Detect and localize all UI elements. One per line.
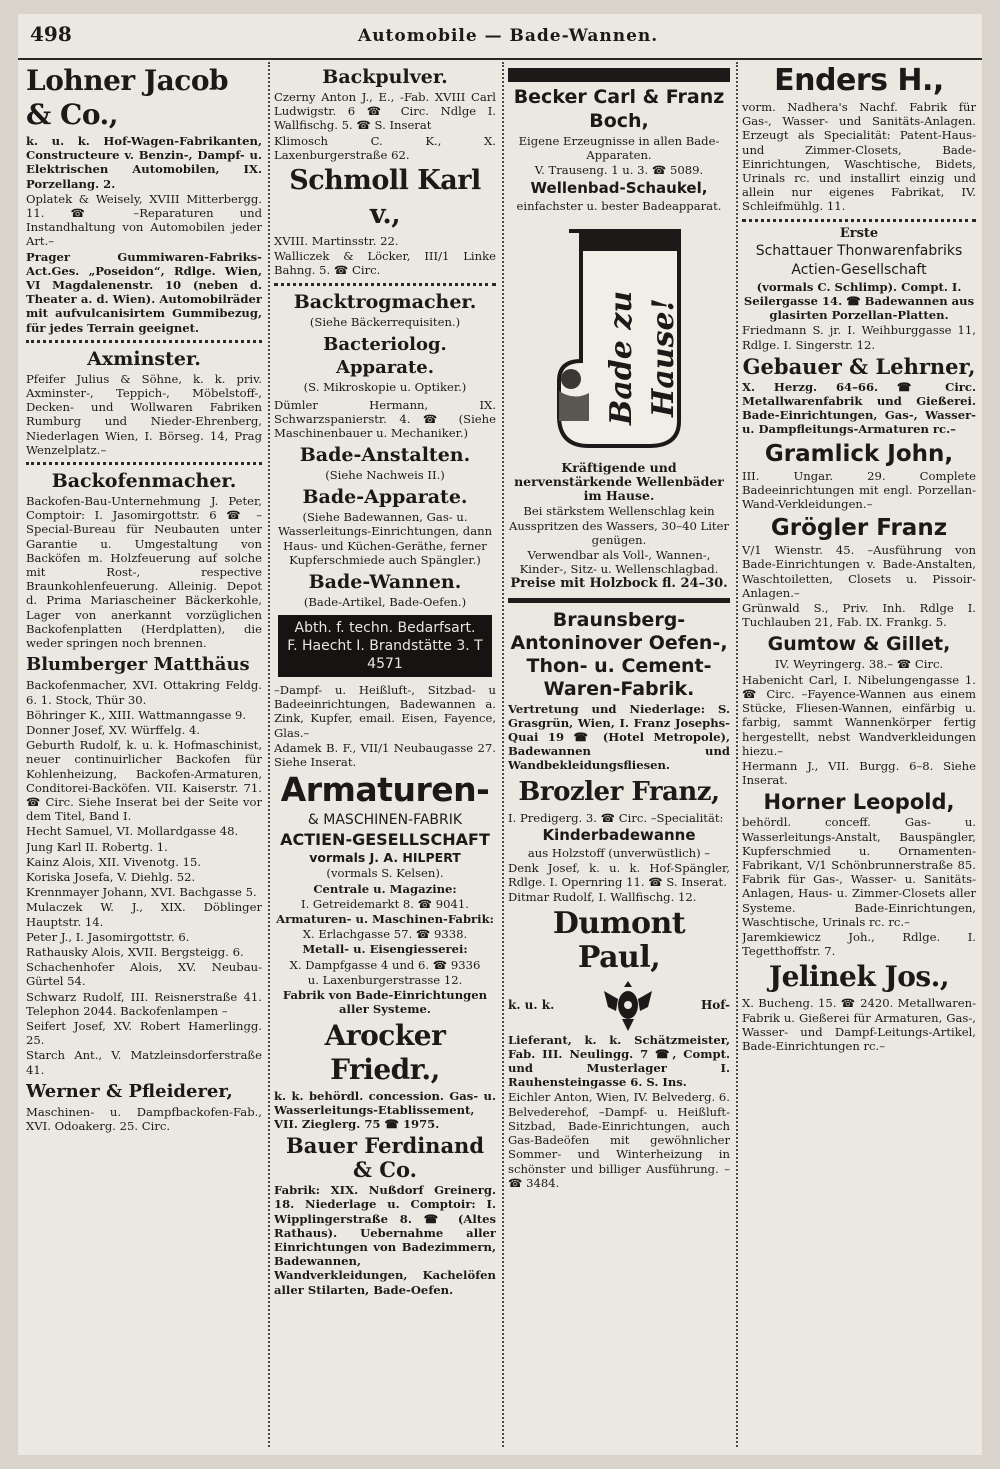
entry-text: X. Bucheng. 15. ☎ 2420. Metallwaren-Fabrik u. Gießerei für Armaturen, Gas-, Wasser- und Dampf-Leitungs-Artikel, Bade-Einrichtungen rc.– bbox=[742, 996, 976, 1053]
entry-name: Becker Carl & Franz Boch, bbox=[513, 86, 725, 132]
divider bbox=[742, 219, 976, 222]
entry-text: Rathausky Alois, XVII. Bergsteigg. 6. bbox=[26, 944, 244, 959]
section-heading: Backtrogmacher. bbox=[293, 290, 477, 313]
column-separator bbox=[736, 62, 738, 1447]
advert-line: Schattauer Thonwarenfabriks bbox=[755, 242, 963, 259]
entry-text: aus Holzstoff (unverwüstlich) – bbox=[527, 845, 711, 860]
entry-text: Dümler Hermann, IX. Schwarzspanierstr. 4. ☎ (Siehe Maschinenbauer u. Mechaniker.) bbox=[274, 397, 496, 441]
entry-text: behördl. conceff. Gas- u. Wasserleitungs-Anstalt, Bauspängler, Kupferschmied u. Ornamenten-Fabrikant, V/1 Schönbrunnerstraße 85. Fabrik für Gas-, Wasser- u. Sanitäts-Anlagen, Haus- u. Zimmer-Closets aller Systeme. Bade-Einrichtungen, Waschtische, Urinals rc. rc.– bbox=[742, 815, 976, 929]
entry-text: Fabrik: XIX. Nußdorf Greinerg. 18. Niederlage u. Comptoir: I. Wipplingerstraße 8. ☎ (Altes Rathaus). Uebernahme aller Einrichtungen von Badezimmern, Badewannen, Wandverkleidungen, Kachelöfen aller Stilarten, Bade-Oefen. bbox=[274, 1183, 496, 1297]
entry-name: Gramlick John, bbox=[764, 440, 954, 467]
divider bbox=[274, 283, 496, 286]
directory-page bbox=[18, 14, 982, 1455]
section-note: (S. Mikroskopie u. Optiker.) bbox=[303, 379, 467, 394]
column-separator bbox=[502, 62, 504, 1447]
entry-text: Klimosch C. K., X. Laxenburgerstraße 62. bbox=[274, 133, 496, 162]
header-rule bbox=[18, 58, 982, 60]
entry-name: Grögler Franz bbox=[770, 515, 948, 542]
entry-name: Jelinek Jos., bbox=[768, 960, 950, 994]
advert-line: V. Trauseng. 1 u. 3. ☎ 5089. bbox=[534, 163, 704, 178]
armaturen-line: Centrale u. Magazine: bbox=[313, 881, 457, 896]
bath-slogan: Bade zu Hause! bbox=[604, 290, 681, 425]
entry-text: Geburth Rudolf, k. u. k. Hofmaschinist, neuer continuirlicher Backofen für Kohlenheizung, Backofen-Armaturen, Conditorei-Backöfen. VII. Kaiserstr. 71. ☎ Circ. Siehe Inserat bei der Seite vor dem Titel, Band I. bbox=[26, 738, 262, 824]
entry-text: Maschinen- u. Dampfbackofen-Fab., XVI. Odoakerg. 25. Circ. bbox=[26, 1104, 262, 1133]
entry-text: –Dampf- u. Heißluft-, Sitzbad- u Badeeinrichtungen, Badewannen a. Zink, Kupfer, email. Eisen, Fayence, Glas.– bbox=[274, 683, 496, 740]
entry-text: Lieferant, k. k. Schätzmeister, Fab. III. Neulingg. 7 ☎, Compt. und Musterlager I. Rauhensteingasse 6. S. Ins. bbox=[508, 1032, 730, 1090]
entry-text: Mulaczek W. J., XIX. Döblinger Hauptstr. 14. bbox=[26, 900, 262, 929]
column-separator bbox=[268, 62, 270, 1447]
armaturen-line: I. Getreidemarkt 8. ☎ 9041. bbox=[300, 896, 469, 911]
armaturen-line: Metall- u. Eisengiesserei: bbox=[302, 942, 468, 957]
entry-name: Gumtow & Gillet, bbox=[767, 633, 951, 656]
entry-text: Prager Gummiwaren-Fabriks-Act.Ges. „Poseidon“, Rdlge. Wien, VI Magdalenenstr. 10 (neben d. Theater a. d. Wien). Automobilräder mit aufvulcanisirtem Gummibezug, für jedes Terrain geeignet. bbox=[26, 249, 262, 335]
page-header bbox=[18, 22, 982, 58]
entry-name: Braunsberg-Antoninover Oefen-, Thon- u. Cement-Waren-Fabrik. bbox=[510, 608, 728, 700]
armaturen-title: Armaturen- bbox=[280, 770, 490, 810]
armaturen-line: u. Laxenburgerstrasse 12. bbox=[307, 972, 463, 987]
entry-text: X. Herzg. 64–66. ☎ Circ. Metallwarenfabrik und Gießerei. Bade-Einrichtungen, Gas-, Wasser- u. Dampfleitungs-Armaturen rc.– bbox=[742, 379, 976, 437]
entry-text: Hecht Samuel, VI. Mollardgasse 48. bbox=[26, 824, 239, 839]
section-heading: Bade-Anstalten. bbox=[299, 444, 471, 467]
advert-line: Erste bbox=[839, 225, 879, 241]
armaturen-line: (vormals S. Kelsen). bbox=[326, 866, 444, 881]
entry-name: Brozler Franz, bbox=[518, 776, 720, 807]
armaturen-line: & MASCHINEN-FABRIK bbox=[307, 812, 463, 829]
advert-line: Kinderbadewanne bbox=[542, 825, 696, 844]
entry-text: Seifert Josef, XV. Robert Hamerlingg. 25. bbox=[26, 1018, 262, 1048]
entry-text: Czerny Anton J., E., -Fab. XVIII Carl Ludwigstr. 6 ☎ Circ. Ndlge I. Wallfischg. 5. ☎ S. Inserat bbox=[274, 90, 496, 133]
entry-text: Krennmayer Johann, XVI. Bachgasse 5. bbox=[26, 885, 257, 900]
entry-name: Arocker Friedr., bbox=[324, 1018, 446, 1086]
armaturen-line: X. Dampfgasse 4 und 6. ☎ 9336 bbox=[289, 957, 481, 972]
eagle-icon bbox=[602, 977, 654, 1033]
entry-text: Donner Josef, XV. Würffelg. 4. bbox=[26, 722, 201, 737]
section-heading: Bade-Apparate. bbox=[302, 486, 468, 509]
section-heading: Backofenmacher. bbox=[51, 470, 237, 493]
entry-text: (vormals C. Schlimp). Compt. I. Seilergasse 14. ☎ Badewannen aus glasirten Porzellan-Platten. bbox=[743, 279, 975, 323]
divider bbox=[26, 340, 262, 343]
entry-text: V/1 Wienstr. 45. –Ausführung von Bade-Einrichtungen v. Bade-Anstalten, Waschtoiletten, Closets u. Pissoir-Anlagen.– bbox=[742, 543, 976, 600]
armaturen-line: Armaturen- u. Maschinen-Fabrik: bbox=[276, 912, 494, 927]
entry-name: Enders H., bbox=[774, 63, 944, 98]
entry-text: Starch Ant., V. Matzleinsdorferstraße 41. bbox=[26, 1048, 262, 1077]
advert-line: Eigene Erzeugnisse in allen Bade-Apparaten. bbox=[518, 134, 720, 163]
section-note: (Siehe Bäckerrequisiten.) bbox=[309, 314, 461, 329]
divider bbox=[508, 598, 730, 603]
entry-name: Schmoll Karl v., bbox=[289, 165, 481, 231]
entry-text: Habenicht Carl, I. Nibelungengasse 1. ☎ Circ. –Fayence-Wannen aus einem Stücke, Fliesen-Wannen, einfärbig u. farbig, sammt Wannenkörper fertig hergestellt, nebst Wandverkleidungen hiezu.– bbox=[742, 672, 976, 758]
entry-text: Walliczek & Löcker, III/1 Linke Bahng. 5. ☎ Circ. bbox=[274, 249, 496, 278]
entry-text: Denk Josef, k. u. k. Hof-Spängler, Rdlge. I. Opernring 11. ☎ S. Inserat. bbox=[508, 861, 730, 890]
advert-line: Bei stärkstem Wellenschlag kein Ausspritzen des Wassers, 30–40 Liter genügen. bbox=[508, 504, 729, 547]
section-heading: Bade-Wannen. bbox=[308, 571, 462, 594]
section-note: (Bade-Artikel, Bade-Oefen.) bbox=[303, 595, 467, 610]
entry-name: Horner Leopold, bbox=[763, 790, 955, 815]
advert-line: Wellenbad-Schaukel, bbox=[530, 178, 708, 197]
bath-illustration bbox=[529, 221, 709, 451]
inverted-advert bbox=[278, 615, 492, 677]
entry-name: Gebauer & Lehrner, bbox=[742, 353, 976, 379]
entry-text: Vertretung und Niederlage: S. Grasgrün, Wien, I. Franz Josephs-Quai 19 ☎ (Hotel Metropole), Badewannen und Wandbekleidungsfliesen. bbox=[508, 701, 730, 773]
entry-text: Friedmann S. jr. I. Weihburggasse 11, Rdlge. I. Singerstr. 12. bbox=[742, 323, 976, 352]
advert-line: Kräftigende und nervenstärkende Wellenbäder im Hause. bbox=[514, 459, 724, 504]
entry-text: Backofen-Bau-Unternehmung J. Peter, Comptoir: I. Jasomirgottstr. 6 ☎ –Special-Bureau für Neubauten unter Garantie u. Umgestaltung von Backöfen m. Holzfeuerung auf solche mit Rost-, respective Braunkohlenfeuerung. Alleinig. Depot d. Prima Mariascheiner Bäckerkohle, Lager von anerkannt vorzüglichen Backofenplatten (Herdplatten), die weder springen noch brennen. bbox=[26, 494, 262, 651]
entry-text: Kainz Alois, XII. Vivenotg. 15. bbox=[26, 854, 202, 869]
entry-text: Hermann J., VII. Burgg. 6–8. Siehe Inserat. bbox=[742, 758, 976, 788]
entry-text: k. u. k. Hof-Wagen-Fabrikanten, Constructeure v. Benzin-, Dampf- u. Elektrischen Automobilen, IX. Porzellang. 2. bbox=[26, 134, 262, 191]
section-note: (Siehe Nachweis II.) bbox=[325, 468, 445, 483]
entry-text: Oplatek & Weisely, XVIII Mitterbergg. 11. ☎ –Reparaturen und Instandhaltung von Automobilen jeder Art.– bbox=[26, 191, 262, 249]
advert-line: Verwendbar als Voll-, Wannen-, Kinder-, Sitz- u. Wellenschlagbad. bbox=[519, 548, 719, 577]
advert-line: F. Haecht I. Brandstätte 3. T 4571 bbox=[287, 638, 483, 673]
entry-text: Adamek B. F., VII/1 Neubaugasse 27. Siehe Inserat. bbox=[274, 740, 496, 770]
entry-text: Backofenmacher, XVI. Ottakring Feldg. 6. 1. Stock, Thür 30. bbox=[26, 678, 262, 707]
section-note: (Siehe Badewannen, Gas- u. Wasserleitungs-Einrichtungen, dann Haus- und Küchen-Geräthe, ferner Kupferschmiede auch Spängler.) bbox=[277, 510, 493, 567]
armaturen-line: X. Erlachgasse 57. ☎ 9338. bbox=[302, 927, 468, 942]
column-1 bbox=[26, 62, 262, 1447]
banner-bar bbox=[508, 68, 730, 82]
entry-text: Hof- bbox=[700, 997, 730, 1012]
entry-text: Schachenhofer Alois, XV. Neubau-Gürtel 54. bbox=[26, 960, 262, 989]
armaturen-line: ACTIEN-GESELLSCHAFT bbox=[280, 830, 490, 850]
entry-text: Jung Karl II. Robertg. 1. bbox=[26, 839, 168, 854]
entry-name: Werner & Pfleiderer, bbox=[26, 1080, 233, 1102]
section-heading: Backpulver. bbox=[322, 66, 448, 88]
column-2 bbox=[274, 62, 496, 1447]
entry-text: Eichler Anton, Wien, IV. Belvederg. 6. Belvederehof, –Dampf- u. Heißluft-Sitzbad, Bade-Einrichtungen, auch Gas-Badeöfen mit gewöhnlicher Sommer- und Winterheizung in schönster und billiger Ausführung. – ☎ 3484. bbox=[508, 1090, 730, 1190]
entry-name: Dumont Paul, bbox=[552, 905, 686, 975]
running-title: Automobile — Bade-Wannen. bbox=[358, 26, 659, 46]
column-3 bbox=[508, 62, 730, 1447]
entry-text: Grünwald S., Priv. Inh. Rdlge I. Tuchlauben 21, Fab. IX. Frankg. 5. bbox=[742, 601, 976, 630]
armaturen-line: Fabrik von Bade-Einrichtungen aller Systeme. bbox=[282, 988, 488, 1017]
entry-text: Schwarz Rudolf, III. Reisnerstraße 41. Telephon 2044. Backofenlampen – bbox=[26, 989, 262, 1018]
armaturen-line: vormals J. A. HILPERT bbox=[309, 850, 461, 866]
entry-text: Jaremkiewicz Joh., Rdlge. I. Tegetthoffstr. 7. bbox=[742, 929, 976, 959]
entry-name: Lohner Jacob & Co., bbox=[26, 64, 229, 131]
entry-text: XVIII. Martinsstr. 22. bbox=[274, 234, 399, 249]
page-number: 498 bbox=[30, 22, 72, 46]
entry-text: I. Predigerg. 3. ☎ Circ. –Specialität: bbox=[508, 810, 724, 825]
entry-name: Bauer Ferdinand & Co. bbox=[285, 1133, 485, 1183]
advert-line: Preise mit Holzbock fl. 24–30. bbox=[510, 576, 728, 592]
entry-text: III. Ungar. 29. Complete Badeeinrichtungen mit engl. Porzellan-Wand-Verkleidungen.– bbox=[742, 468, 976, 512]
dumont-eagle-line bbox=[508, 977, 730, 1033]
entry-text: Koriska Josefa, V. Diehlg. 52. bbox=[26, 869, 196, 884]
section-heading: Axminster. bbox=[87, 347, 201, 370]
entry-text: k. k. behördl. concession. Gas- u. Wasserleitungs-Etablissement, VII. Zieglerg. 75 ☎ 1975. bbox=[274, 1088, 496, 1131]
entry-text: Peter J., I. Jasomirgottstr. 6. bbox=[26, 929, 190, 944]
entry-text: k. u. k. bbox=[508, 997, 555, 1012]
entry-text: IV. Weyringerg. 38.– ☎ Circ. bbox=[774, 657, 944, 672]
entry-name: Blumberger Matthäus bbox=[26, 654, 250, 676]
advert-line: Abth. f. techn. Bedarfsart. bbox=[294, 620, 476, 637]
entry-text: Pfeifer Julius & Söhne, k. k. priv. Axminster-, Teppich-, Möbelstoff-, Decken- und Wollwaren Fabriken Rumburg und Nieder-Ehrenberg, Niederlagen Wien, I. Börseg. 14, Prag Wenzelplatz.– bbox=[26, 371, 262, 457]
advert-line: einfachster u. bester Badeapparat. bbox=[516, 198, 722, 213]
advert-line: Actien-Gesellschaft bbox=[791, 261, 927, 278]
entry-text: vorm. Nadhera's Nachf. Fabrik für Gas-, Wasser- und Sanitäts-Anlagen. Erzeugt als Specialität: Patent-Haus- und Zimmer-Closets, Bade-Einrichtungen, Waschtische, Bidets, Urinals rc. und installirt einzig und allein nur eigenes Fabrikat, IV. Schleifmühlg. 11. bbox=[742, 100, 976, 214]
section-heading: Bacteriolog. Apparate. bbox=[323, 333, 447, 378]
entry-text: Böhringer K., XIII. Wattmanngasse 9. bbox=[26, 707, 247, 722]
column-4 bbox=[742, 62, 976, 1447]
entry-text: Ditmar Rudolf, I. Wallfischg. 12. bbox=[508, 890, 697, 905]
divider bbox=[26, 462, 262, 465]
